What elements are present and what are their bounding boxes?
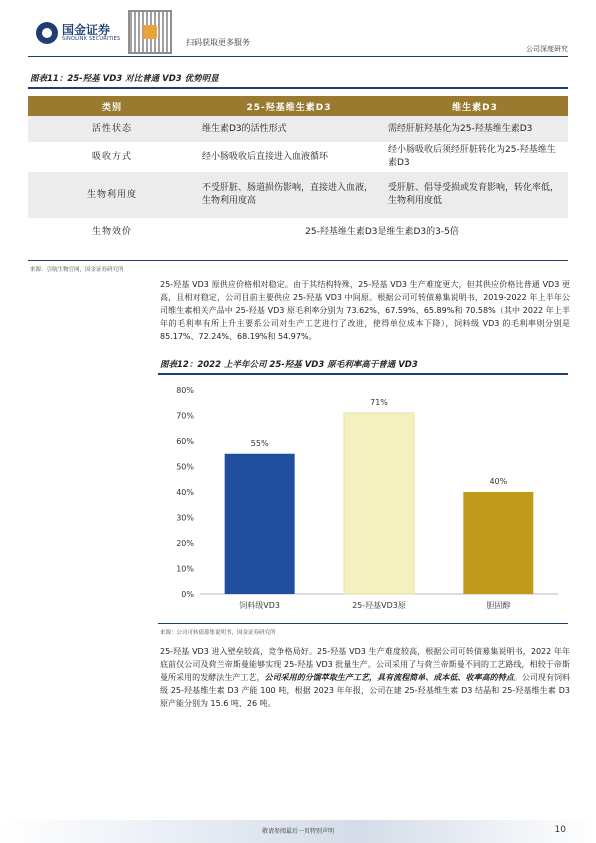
comparison-table — [28, 96, 568, 246]
paragraph-text: 25-羟基 VD3 进入壁垒较高，竞争格局好。25-羟基 VD3 生产难度较高，根据公司可转债募集说明书，2022 年年底前仅公司及荷兰帝斯曼能够实现 25-羟基 VD3 批量生产。公司采用了与荷兰帝斯曼不同的工艺路线，相较于帝斯曼所采用的发酵法生产工艺， — [160, 647, 570, 682]
y-tick-label: 50% — [176, 462, 194, 472]
table-cell: 吸收方式 — [91, 151, 132, 162]
paragraph-highlight: 公司采用的分馏萃取生产工艺，具有流程简单、成本低、收率高的特点 — [264, 673, 514, 682]
table-cell: 生物利用度 — [28, 172, 196, 218]
y-tick-label: 30% — [176, 513, 194, 523]
figure-11-source: 来源：引航生物官网，国金证券研究所 — [30, 267, 124, 273]
bar — [344, 413, 414, 594]
figure-12-bottom-rule — [158, 623, 568, 624]
y-tick-label: 20% — [176, 539, 194, 548]
table-cell: 经小肠吸收后须经肝脏转化为25-羟基维生素D3 — [388, 145, 556, 168]
y-tick-label: 70% — [176, 411, 194, 421]
x-tick-label: 胆固醇 — [486, 601, 511, 610]
qr-center-logo-icon — [143, 25, 157, 39]
table-cell: 活性状态 — [28, 116, 196, 142]
table-header-cell: 25-羟基维生素D3 — [196, 96, 382, 116]
y-tick-label: 40% — [176, 488, 194, 497]
header-divider — [28, 56, 568, 57]
figure-12-title: 图表12：2022 上半年公司 25-羟基 VD3 原毛利率高于普通 VD3 — [160, 360, 418, 370]
paragraph-text: 。公司现有饲料级 25-羟基维生素 D3 产能 100 吨，根据 2023 年年报，公司在建 25-羟基维生素 D3 结晶和 25-羟基维生素 D3 原产能分别为 15.6 吨、26 吨。 — [160, 673, 571, 708]
figure-12-source: 来源：公司可转债募集说明书，国金证券研究所 — [160, 630, 276, 636]
table-cell: 维生素D3的活性形式 — [196, 116, 382, 142]
y-tick-label: 0% — [181, 590, 194, 599]
table-cell: 25-羟基维生素D3是维生素D3的3-5倍 — [305, 226, 459, 237]
x-tick-label: 25-羟基VD3原 — [352, 601, 406, 610]
table-cell: 不受肝脏、肠道损伤影响，直接进入血液，生物利用度高 — [196, 172, 382, 218]
figure-11-rule — [28, 87, 568, 89]
figure-11-bottom-rule — [28, 260, 568, 261]
report-type: 公司深度研究 — [526, 45, 568, 53]
bar-value-label: 55% — [250, 438, 269, 448]
y-tick-label: 80% — [176, 386, 194, 395]
scan-prompt: 扫码获取更多服务 — [186, 38, 250, 47]
logo-name: 国金证券 — [62, 23, 111, 37]
table-row — [28, 172, 568, 218]
table-cell: 受肝脏、倡导受损或发育影响，转化率低，生物利用度低 — [382, 172, 568, 218]
y-tick-label: 60% — [176, 437, 194, 446]
bar — [463, 492, 533, 594]
table-header-cell: 类别 — [28, 96, 196, 116]
x-tick-label: 饲料级VD3 — [239, 601, 281, 610]
figure-11-title: 图表11：25-羟基 VD3 对比普通 VD3 优势明显 — [30, 74, 219, 84]
table-row — [28, 116, 568, 142]
table-header-row — [28, 96, 568, 116]
bar-value-label: 40% — [489, 477, 508, 486]
bar-value-label: 71% — [370, 397, 388, 407]
bar — [225, 454, 295, 594]
page-number: 10 — [554, 825, 566, 835]
footer-disclaimer: 敬请参阅最后一页特别声明 — [261, 828, 334, 835]
paragraph-gross-margin: 25-羟基 VD3 原供应价格相对稳定。由于其结构特殊，25-羟基 VD3 生产难度更大，但其供应价格比普通 VD3 更高，且相对稳定，公司目前主要供应 25-羟基 VD3 中间原。根据公司可转债募集说明书，2019-2022 年上半年公司维生素相关产品中 25-羟基 VD3 原毛利率分别为 73.62%、67.59%、65.89%和 70.58%（其中 2022 年上半年的毛利率有所上升主要系公司对生产工艺进行了改进，使得单位成本下降），饲料级 VD3 的毛利率则分别是 85.17%、72.24%、68.19%和 54.97%。 — [160, 280, 570, 341]
paragraph-competition — [160, 645, 570, 710]
gross-margin-bar-chart — [158, 378, 568, 618]
table-row — [28, 142, 568, 172]
table-header-cell: 维生素D3 — [382, 96, 568, 116]
table-cell: 经小肠吸收后直接进入血液循环 — [202, 151, 329, 162]
figure-12-rule — [158, 373, 568, 375]
logo-english: SINOLINK SECURITIES — [62, 36, 121, 42]
table-cell: 需经肝脏羟基化为25-羟基维生素D3 — [382, 116, 568, 142]
table-cell: 生物效价 — [91, 226, 132, 237]
y-tick-label: 10% — [176, 564, 194, 574]
table-row — [28, 218, 568, 246]
logo-icon — [36, 22, 58, 44]
